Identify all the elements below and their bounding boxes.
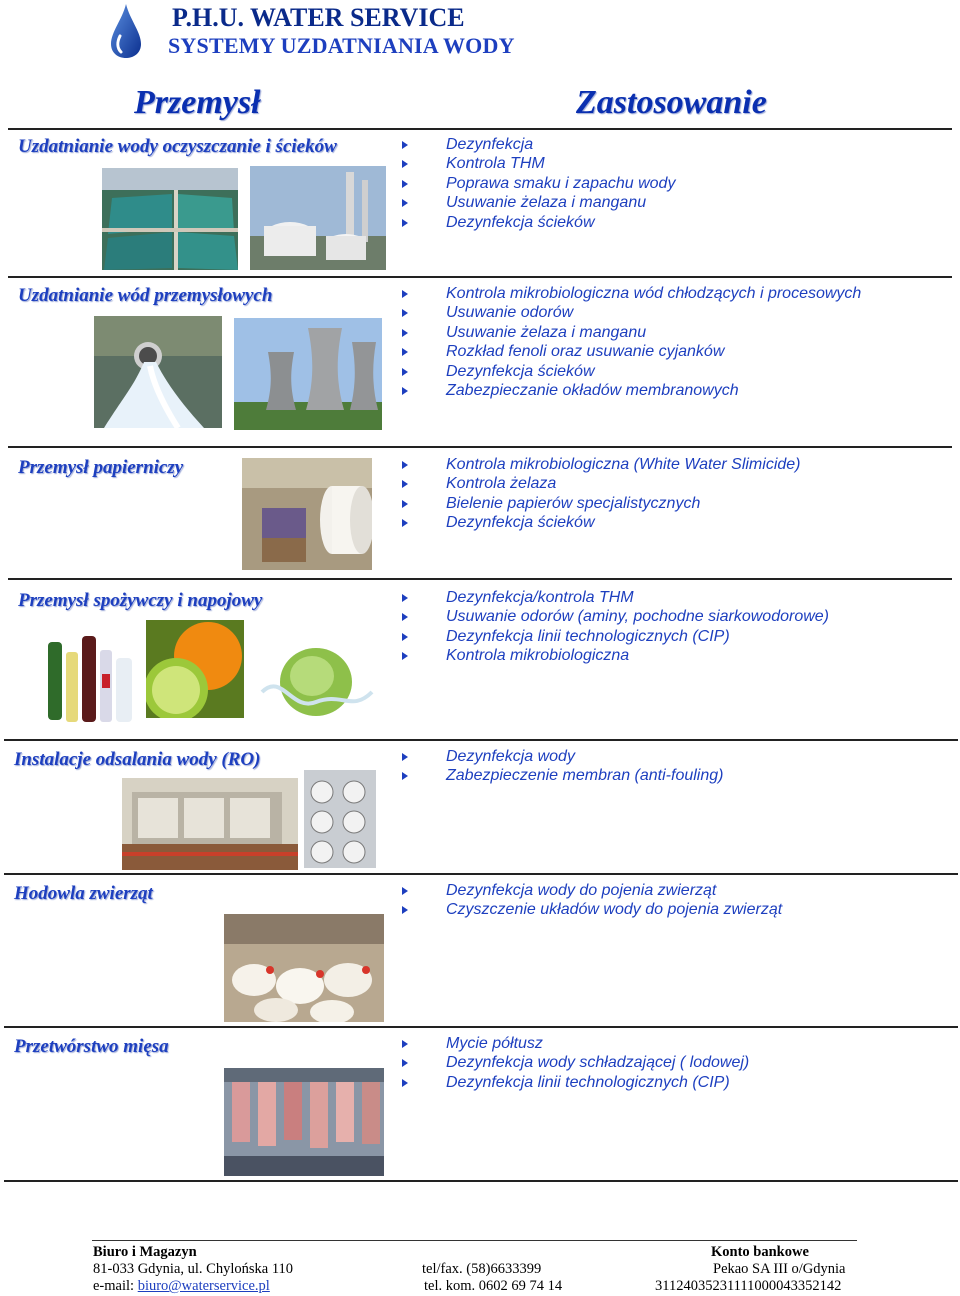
list-item: Dezynfekcja ścieków: [400, 213, 675, 232]
water-drop-icon: [108, 2, 144, 60]
membrane-modules-photo: [304, 770, 376, 868]
section-title: Instalacje odsalania wody (RO): [14, 749, 261, 770]
cooling-towers-photo: [234, 318, 382, 430]
application-list: [400, 455, 801, 533]
list-item: Poprawa smaku i zapachu wody: [400, 174, 675, 193]
list-item: Dezynfekcja ścieków: [400, 362, 861, 381]
poultry-farm-photo: [224, 914, 384, 1022]
list-item: Dezynfekcja wody schładzającej ( lodowej): [400, 1053, 749, 1072]
treatment-tanks-photo: [250, 166, 386, 270]
water-outflow-photo: [94, 316, 222, 428]
section-divider: [8, 578, 952, 580]
section-title: Hodowla zwierząt: [14, 883, 153, 904]
list-item: Kontrola żelaza: [400, 474, 801, 493]
column-heading-industry: Przemysł: [134, 84, 261, 121]
footer-phone-fax: tel/fax. (58)6633399: [422, 1261, 542, 1277]
application-list: [400, 135, 675, 232]
list-item: Dezynfekcja/kontrola THM: [400, 588, 829, 607]
section-divider: [8, 446, 952, 448]
list-item: Kontrola mikrobiologiczna wód chłodzących i procesowych: [400, 284, 861, 303]
list-item: Dezynfekcja linii technologicznych (CIP): [400, 1073, 749, 1092]
list-item: Usuwanie odorów: [400, 303, 861, 322]
footer-divider: [92, 1240, 857, 1241]
section-title: Przetwórstwo mięsa: [14, 1036, 169, 1057]
application-list: [400, 284, 861, 400]
list-item: Bielenie papierów specjalistycznych: [400, 494, 801, 513]
application-list: [400, 747, 723, 786]
section-divider: [4, 1180, 958, 1182]
list-item: Dezynfekcja linii technologicznych (CIP): [400, 627, 829, 646]
section-title: Przemysł papierniczy: [18, 457, 184, 478]
footer-phone-mobile: tel. kom. 0602 69 74 14: [424, 1278, 563, 1294]
water-treatment-plant-photo: [102, 168, 238, 270]
list-item: Dezynfekcja: [400, 135, 675, 154]
ro-installation-photo: [122, 778, 298, 870]
column-heading-application: Zastosowanie: [576, 84, 767, 121]
email-label: e-mail:: [93, 1278, 135, 1294]
list-item: Rozkład fenoli oraz usuwanie cyjanków: [400, 342, 861, 361]
lettuce-splash-photo: [252, 632, 376, 726]
section-divider: [8, 128, 952, 130]
footer-address: 81-033 Gdynia, ul. Chylońska 110: [93, 1261, 294, 1277]
meat-processing-photo: [224, 1068, 384, 1176]
list-item: Dezynfekcja wody do pojenia zwierząt: [400, 881, 782, 900]
section-title: Uzdatnianie wód przemysłowych: [18, 285, 273, 306]
list-item: Usuwanie żelaza i manganu: [400, 193, 675, 212]
list-item: Usuwanie żelaza i manganu: [400, 323, 861, 342]
company-name: P.H.U. WATER SERVICE: [172, 3, 465, 32]
section-divider: [4, 873, 958, 875]
list-item: Kontrola mikrobiologiczna: [400, 646, 829, 665]
application-list: [400, 1034, 749, 1092]
list-item: Zabezpieczenie membran (anti-fouling): [400, 766, 723, 785]
list-item: Kontrola mikrobiologiczna (White Water Slimicide): [400, 455, 801, 474]
list-item: Czyszczenie układów wody do pojenia zwierząt: [400, 900, 782, 919]
application-list: [400, 588, 829, 666]
beverage-bottles-photo: [42, 622, 140, 726]
application-list: [400, 881, 782, 920]
footer-office-heading: Biuro i Magazyn: [93, 1244, 197, 1260]
section-title: Przemysł spożywczy i napojowy: [18, 590, 263, 611]
section-divider: [4, 1026, 958, 1028]
list-item: Zabezpieczanie okładów membranowych: [400, 381, 861, 400]
footer-bank-name: Pekao SA III o/Gdynia: [713, 1261, 846, 1277]
section-title: Uzdatnianie wody oczyszczanie i ścieków: [18, 136, 337, 157]
section-divider: [8, 276, 952, 278]
list-item: Dezynfekcja ścieków: [400, 513, 801, 532]
citrus-fruits-photo: [146, 620, 244, 718]
list-item: Usuwanie odorów (aminy, pochodne siarkowodorowe): [400, 607, 829, 626]
email-link[interactable]: biuro@waterservice.pl: [137, 1278, 270, 1294]
footer-account-number: 31124035231111000043352142: [655, 1278, 842, 1294]
section-divider: [4, 739, 958, 741]
list-item: Kontrola THM: [400, 154, 675, 173]
list-item: Mycie półtusz: [400, 1034, 749, 1053]
footer-email-line: [93, 1278, 270, 1295]
list-item: Dezynfekcja wody: [400, 747, 723, 766]
footer-bank-heading: Konto bankowe: [711, 1244, 809, 1260]
paper-rolls-photo: [242, 458, 372, 570]
company-tagline: SYSTEMY UZDATNIANIA WODY: [168, 33, 515, 58]
